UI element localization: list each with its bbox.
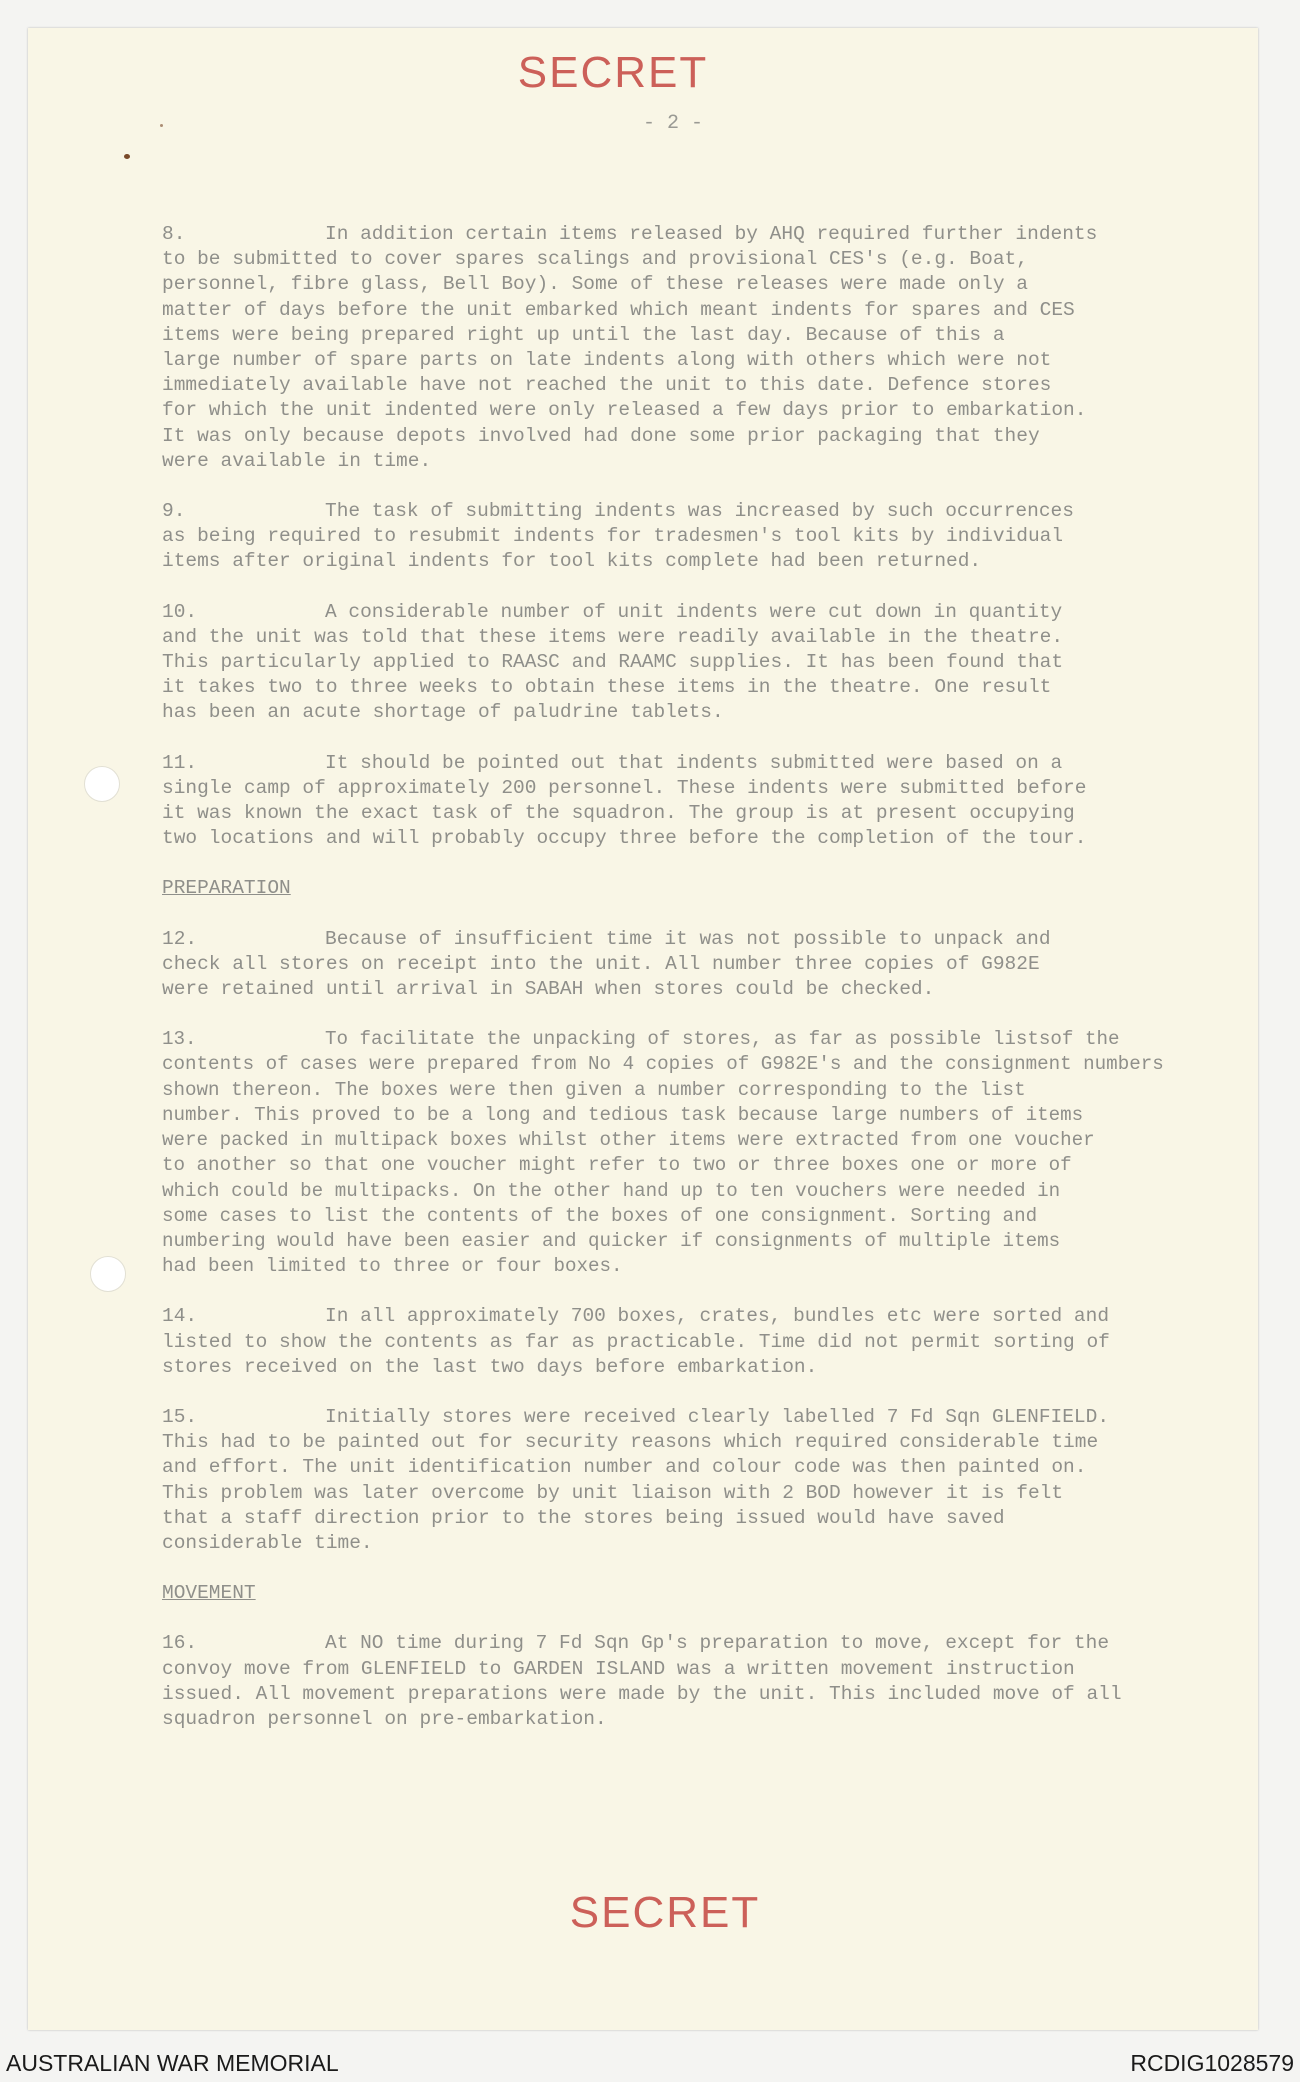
punch-hole (90, 1256, 126, 1292)
paragraph-15 (162, 1405, 1222, 1556)
paragraph-14 (162, 1304, 1222, 1380)
paragraph-text: A considerable number of unit indents were cut down in quantity and the unit was told that these items were readily available in the theatre. This particularly applied to RAASC and RAAMC supplies. It has been found that it takes two to three weeks to obtain these items in the theatre. One result has been an acute shortage of paludrine tablets. (162, 600, 1064, 724)
paragraph-text: At NO time during 7 Fd Sqn Gp's preparation to move, except for the convoy move from GLENFIELD to GARDEN ISLAND was a written movement instruction issued. All movement preparations were made by the unit. This included move of all squadron personnel on pre-embarkation. (162, 1632, 1122, 1730)
punch-hole (84, 766, 120, 802)
paragraph-12 (162, 927, 1222, 1003)
stain-mark (160, 124, 163, 127)
paragraph-number: 10. (162, 600, 198, 623)
paragraph-16 (162, 1631, 1222, 1732)
paragraph-number: 13. (162, 1028, 197, 1051)
document-body (162, 222, 1222, 1757)
paragraph-number: 8. (162, 223, 186, 245)
footer-institution: AUSTRALIAN WAR MEMORIAL (6, 2050, 339, 2076)
page-number: - 2 - (642, 112, 703, 135)
paragraph-11 (162, 751, 1222, 852)
paragraph-9 (162, 499, 1222, 575)
document-page (28, 28, 1258, 2030)
paragraph-10 (162, 600, 1222, 726)
stain-mark (124, 154, 130, 159)
secret-stamp-top: SECRET (517, 48, 709, 97)
paragraph-text: The task of submitting indents was increased by such occurrences as being required to resubmit indents for tradesmen's tool kits by individual items after original indents for tool kits complete had been returned. (162, 500, 1074, 573)
paragraph-text: Because of insufficient time it was not possible to unpack and check all stores on receipt into the unit. All number three copies of G982E were retained until arrival in SABAH when stores could be checked. (162, 927, 1051, 1001)
paragraph-text: It should be pointed out that indents submitted were based on a single camp of approximately 200 personnel. These indents were submitted before it was known the exact task of the squadron. The group is at present occupying two locations and will probably occupy three before the completion of the tour. (162, 751, 1087, 850)
paragraph-number: 14. (162, 1305, 198, 1328)
secret-stamp-bottom: SECRET (569, 1888, 761, 1937)
paragraph-number: 12. (162, 927, 198, 950)
paragraph-13 (162, 1027, 1222, 1279)
paragraph-text: Initially stores were received clearly labelled 7 Fd Sqn GLENFIELD. This had to be painted out for security reasons which required considerable time and effort. The unit identification number and colour code was then painted on. This problem was later overcome by unit liaison with 2 BOD however it is felt that a staff direction prior to the stores being issued would have saved considerable time. (162, 1405, 1110, 1554)
heading-movement: MOVEMENT (162, 1582, 256, 1605)
paragraph-8 (162, 222, 1222, 474)
paragraph-text: In addition certain items released by AHQ required further indents to be submitted to cover spares scalings and provisional CES's (e.g. Boat, personnel, fibre glass, Bell Boy). Some of these releases were made only a matter of days before the unit embarked which meant indents for spares and CES items were being prepared right up until the last day. Because of this a large number of spare parts on late indents along with others which were not immediately available have not reached the unit to this date. Defence stores for which the unit indented were only released a few days prior to embarkation. It was only because depots involved had done some prior packaging that they were available in time. (162, 223, 1098, 472)
heading-preparation: PREPARATION (162, 877, 291, 900)
paragraph-number: 16. (162, 1632, 198, 1655)
paragraph-number: 15. (162, 1405, 198, 1428)
footer-record-id: RCDIG1028579 (1130, 2050, 1294, 2076)
paragraph-text: To facilitate the unpacking of stores, as far as possible listsof the contents of cases were prepared from No 4 copies of G982E's and the consignment numbers shown thereon. The boxes were then given a number corresponding to the list number. This proved to be a long and tedious task because large numbers of items were packed in multipack boxes whilst other items were extracted from one voucher to another so that one voucher might refer to two or three boxes one or more of which could be multipacks. On the other hand up to ten vouchers were needed in some cases to list the contents of the boxes of one consignment. Sorting and numbering would have been easier and quicker if consignments of multiple items had been limited to three or four boxes. (162, 1028, 1164, 1278)
paragraph-number: 9. (162, 500, 186, 523)
paragraph-number: 11. (162, 751, 198, 774)
paragraph-text: In all approximately 700 boxes, crates, bundles etc were sorted and listed to show the contents as far as practicable. Time did not permit sorting of stores received on the last two days before embarkation. (162, 1305, 1110, 1378)
